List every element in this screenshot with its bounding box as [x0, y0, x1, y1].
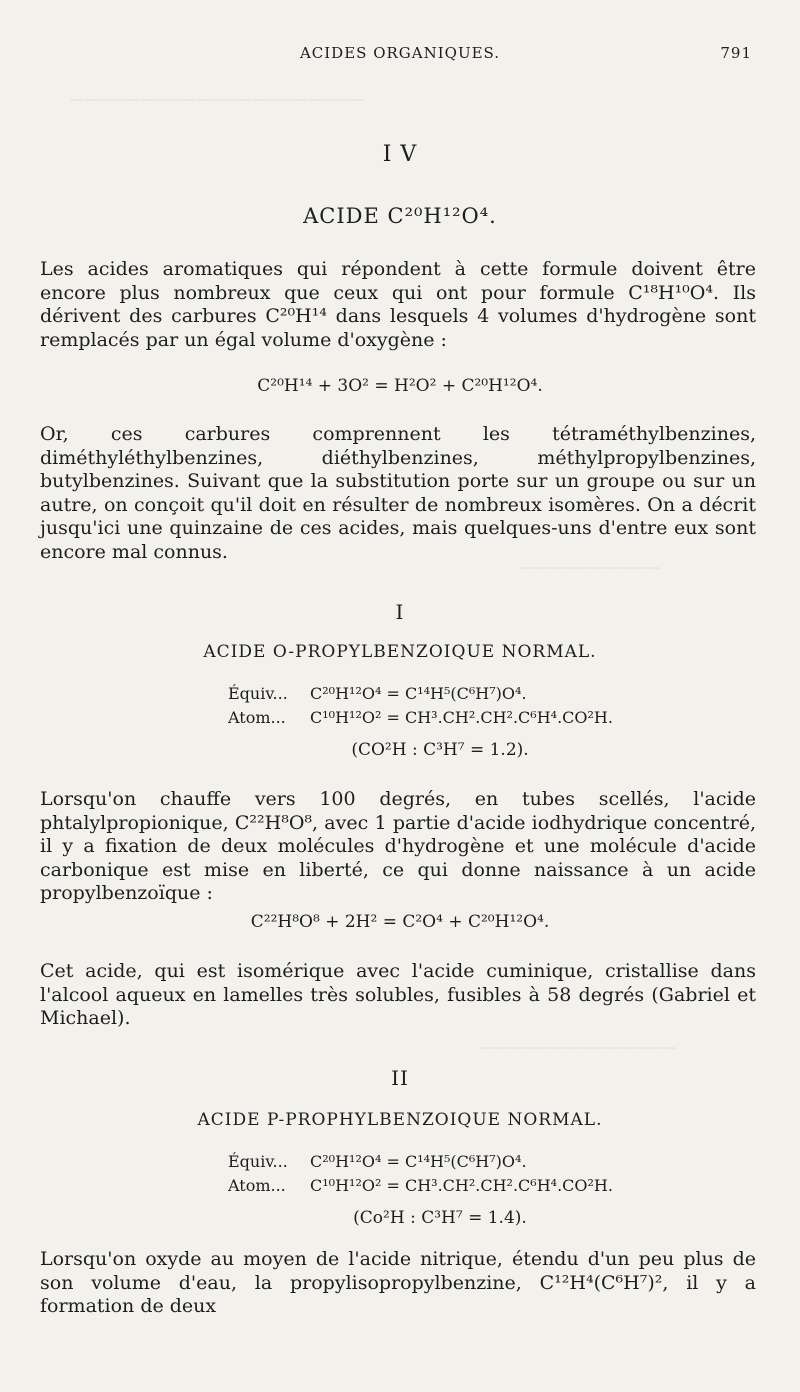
page-number: 791: [720, 44, 752, 62]
subsection-title: ACIDE P-PROPHYLBENZOIQUE NORMAL.: [197, 1110, 603, 1130]
running-title: ACIDES ORGANIQUES.: [299, 44, 501, 62]
formula-value: C¹⁰H¹²O² = CH³.CH².CH².C⁶H⁴.CO²H.: [310, 1176, 613, 1195]
formula-label: Atom...: [228, 708, 286, 727]
ratio: (CO²H : C³H⁷ = 1.2).: [351, 740, 529, 760]
formula-equiv: [228, 1152, 527, 1171]
subsection-number: I: [395, 600, 405, 624]
paragraph: Lorsqu'on oxyde au moyen de l'acide nitrique, étendu d'un peu plus de son volume d'eau, la propylisopropylbenzine, C¹²H⁴(C⁶H⁷)², il y a formation de deux: [40, 1248, 756, 1317]
section-title: ACIDE C²⁰H¹²O⁴.: [303, 204, 497, 228]
subsection-number: II: [391, 1066, 409, 1090]
formula-value: C²⁰H¹²O⁴ = C¹⁴H⁵(C⁶H⁷)O⁴.: [310, 1152, 527, 1171]
formula-label: Équiv...: [228, 684, 288, 703]
paragraph: Or, ces carbures comprennent les tétraméthylbenzines, diméthyléthylbenzines, diéthylbenzines, méthylpropylbenzines, butylbenzines. Suivant que la substitution porte sur un groupe ou sur un autre, on conçoit qu'il doit en résulter de nombreux isomères. On a décrit jusqu'ici une quinzaine de ces acides, mais quelques-uns d'entre eux sont encore mal connus.: [40, 423, 756, 563]
formula-label: Atom...: [228, 1176, 286, 1195]
equation: C²⁰H¹⁴ + 3O² = H²O² + C²⁰H¹²O⁴.: [257, 376, 543, 396]
running-header: [0, 44, 800, 66]
subsection-title: ACIDE O-PROPYLBENZOIQUE NORMAL.: [203, 642, 597, 662]
formula-atom: [228, 1176, 613, 1195]
formula-atom: [228, 708, 613, 727]
paragraph: Lorsqu'on chauffe vers 100 degrés, en tubes scellés, l'acide phtalylpropionique, C²²H⁸O⁸, avec 1 partie d'acide iodhydrique concentré, il y a fixation de deux molécules d'hydrogène et une molécule d'acide carbonique est mise en liberté, ce qui donne naissance à un acide propylbenzoïque :: [40, 788, 756, 904]
section-number: I V: [382, 142, 418, 167]
bleed-through-text: —————————————————————: [70, 92, 364, 108]
formula-value: C¹⁰H¹²O² = CH³.CH².CH².C⁶H⁴.CO²H.: [310, 708, 613, 727]
bleed-through-text: ——————————————: [480, 1040, 676, 1056]
paragraph: Cet acide, qui est isomérique avec l'acide cuminique, cristallise dans l'alcool aqueux en lamelles très solubles, fusibles à 58 degrés (Gabriel et Michael).: [40, 960, 756, 1029]
ratio: (Co²H : C³H⁷ = 1.4).: [353, 1208, 527, 1228]
formula-label: Équiv...: [228, 1152, 288, 1171]
formula-equiv: [228, 684, 527, 703]
bleed-through-text: ——————————: [520, 560, 660, 576]
equation: C²²H⁸O⁸ + 2H² = C²O⁴ + C²⁰H¹²O⁴.: [250, 912, 550, 932]
paragraph: Les acides aromatiques qui répondent à cette formule doivent être encore plus nombreux que ceux qui ont pour formule C¹⁸H¹⁰O⁴. Ils dérivent des carbures C²⁰H¹⁴ dans lesquels 4 volumes d'hydrogène sont remplacés par un égal volume d'oxygène :: [40, 258, 756, 351]
formula-value: C²⁰H¹²O⁴ = C¹⁴H⁵(C⁶H⁷)O⁴.: [310, 684, 527, 703]
